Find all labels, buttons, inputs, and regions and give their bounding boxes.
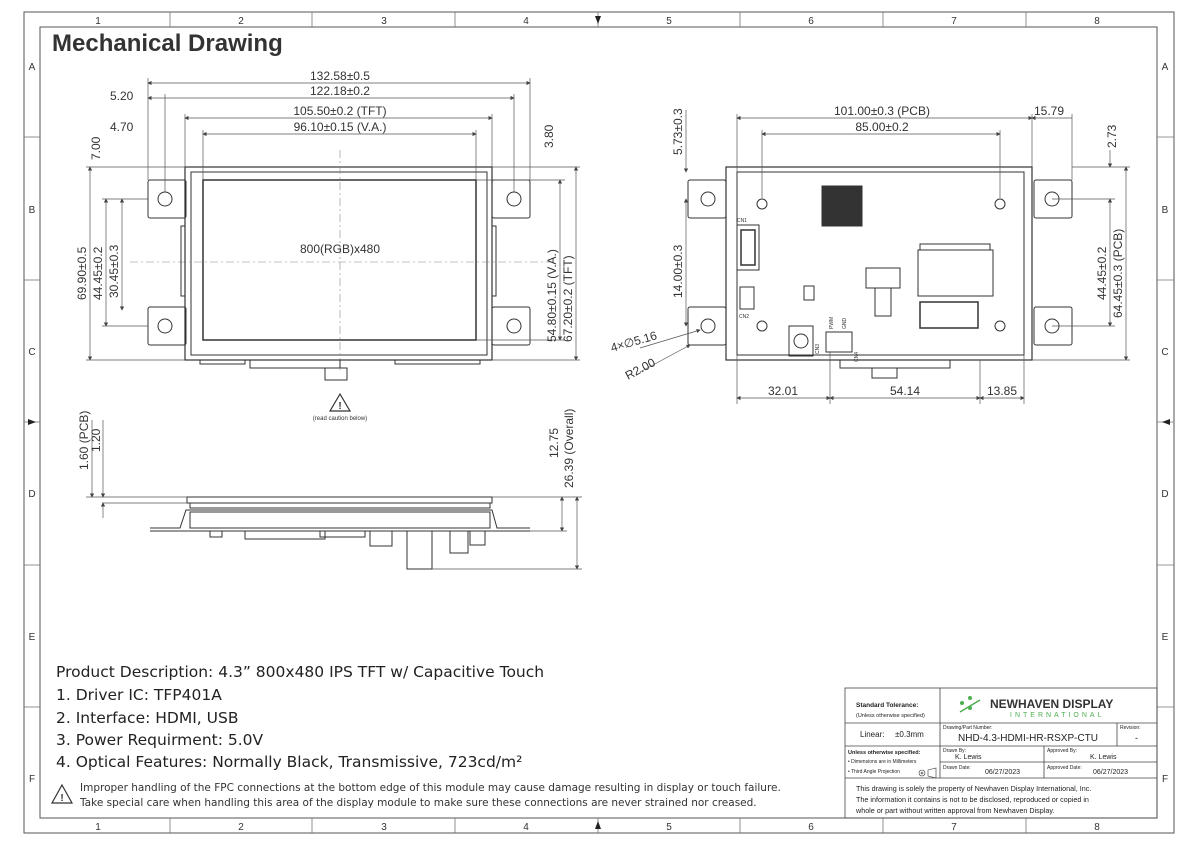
svg-text:!: ! [338,401,342,412]
dim-right-273: 2.73 [1105,124,1119,148]
row-label: F [28,774,36,785]
property-2: The information it contains is not to be disclosed, reproduced or copied in [856,795,1089,804]
col-label: 4 [523,16,529,27]
dim-pcb-thk: 1.60 (PCB) [77,410,91,470]
dim-bottom-5414: 54.14 [889,384,921,398]
std-tol-label: Standard Tolerance: [856,702,919,709]
row-label: A [28,62,36,73]
col-label: 6 [808,16,814,27]
dim-hole-span-4445: 44.45±0.2 [91,246,105,300]
label-cn1: CN1 [737,218,748,224]
row-label: B [1161,205,1169,216]
brand-sub: INTERNATIONAL [1010,712,1105,719]
col-label: 3 [381,16,387,27]
col-label: 1 [95,16,101,27]
drawn-by: K. Lewis [955,754,982,761]
dim-pcb-width: 122.18±0.2 [310,84,370,98]
dim-hole-span-3045: 30.45±0.3 [107,244,121,298]
dim-radius: R2.00 [622,355,658,383]
warning-icon [52,785,72,804]
resolution-label: 800(RGB)x480 [299,242,381,256]
row-label: E [1161,632,1169,643]
dim-thk-1275: 12.75 [547,427,561,458]
dim-top-573: 5.73±0.3 [671,108,685,155]
dim-overall-width: 132.58±0.5 [310,69,370,83]
drawn-date-label: Drawn Date: [943,765,971,771]
dim-overall-height: 69.90±0.5 [75,246,89,300]
dim-va-height: 54.80±0.15 (V.A.) [545,249,559,342]
dim-top-700: 7.00 [89,136,103,160]
dim-left-520: 5.20 [110,89,134,103]
side-view [150,497,530,569]
property-1: This drawing is solely the property of Newhaven Display International, Inc. [856,784,1092,793]
dim-va-width: 96.10±0.15 (V.A.) [293,120,387,134]
col-label: 3 [381,822,387,833]
col-label: 2 [238,822,244,833]
linear-label: Linear: [860,730,885,739]
col-label: 8 [1094,822,1100,833]
spec-item: 3. Power Requirment: 5.0V [56,731,264,749]
label-cn2: CN2 [739,314,750,320]
col-label: 2 [238,16,244,27]
caution-line: Improper handling of the FPC connections at the bottom edge of this module may cause damage resulting in display or touch failure. [80,782,781,794]
col-label: 5 [666,822,672,833]
dim-left-1400: 14.00±0.3 [671,244,685,298]
col-label: 8 [1094,16,1100,27]
dim-tft-height: 67.20±0.2 (TFT) [561,255,575,342]
approved-date: 06/27/2023 [1093,769,1129,776]
label-cn3: CN3 [815,343,821,354]
caution-line: Take special care when handling this area of the display module to make sure these connections are never strained nor creased. [80,797,757,809]
dim-bottom-3201: 32.01 [767,384,799,398]
unless-1: • Dimensions are in Millimeters [848,759,917,765]
linear-value: ±0.3mm [895,730,924,739]
dim-hole-dia: 4×∅5.16 [608,328,659,355]
dim-back-hole-span-4445: 44.45±0.2 [1095,246,1109,300]
unless-2: • Third Angle Projection [848,769,900,775]
col-label: 4 [523,822,529,833]
row-label: A [1161,62,1169,73]
property-3: whole or part without written approval from Newhaven Display. [856,806,1055,815]
back-view [688,167,1072,378]
label-gnd: GND [842,317,848,329]
revision-label: Revision: [1120,725,1141,731]
approved-date-label: Approved Date: [1047,765,1082,771]
dim-overall-thk: 26.39 (Overall) [562,408,576,488]
spec-item: 2. Interface: HDMI, USB [56,709,239,727]
col-label: 5 [666,16,672,27]
col-label: 6 [808,822,814,833]
row-label: F [1161,774,1169,785]
approved-by-label: Approved By: [1047,748,1078,754]
product-description: Product Description: 4.3” 800x480 IPS TFT w/ Capacitive Touch [56,663,545,681]
dim-bottom-1385: 13.85 [986,384,1018,398]
drawn-date: 06/27/2023 [985,769,1021,776]
projection-icon [919,768,936,778]
label-pwm: PWM [829,316,835,329]
std-tol-sub: (Unless otherwise specified) [856,713,925,719]
page-title: Mechanical Drawing [52,30,283,57]
row-label: C [28,347,36,358]
dim-back-pcb-width: 101.00±0.3 (PCB) [834,104,930,118]
front-view [130,150,550,380]
dim-top-380: 3.80 [542,124,556,148]
caution-icon [330,394,350,412]
caution-note: (read caution below) [312,416,368,422]
brand-name: NEWHAVEN DISPLAY [990,697,1114,711]
row-label: C [1161,347,1169,358]
dim-back-hole-span: 85.00±0.2 [855,120,909,134]
dim-back-pcb-height: 64.45±0.3 (PCB) [1111,228,1125,318]
row-label: D [1161,489,1169,500]
col-label: 7 [951,16,957,27]
row-label: D [28,489,36,500]
spec-item: 4. Optical Features: Normally Black, Transmissive, 723cd/m² [56,753,523,771]
dim-right-1579: 15.79 [1034,104,1065,118]
back-view-dim-text [609,104,1125,398]
dim-tft-width: 105.50±0.2 (TFT) [293,104,387,118]
unless-label: Unless otherwise specified: [848,750,921,756]
col-label: 7 [951,822,957,833]
row-label: B [28,205,36,216]
part-number: NHD-4.3-HDMI-HR-RSXP-CTU [958,733,1098,744]
brand-logo-icon [960,696,980,712]
svg-text:!: ! [60,793,64,804]
part-label: Drawing/Part Number: [943,725,993,731]
col-label: 1 [95,822,101,833]
spec-item: 1. Driver IC: TFP401A [56,686,222,704]
row-label: E [28,632,36,643]
side-view-dims [86,420,582,569]
dim-left-470: 4.70 [110,120,134,134]
revision-value: - [1135,733,1138,743]
drawn-by-label: Drawn By: [943,748,967,754]
dim-thk-120: 1.20 [89,428,103,452]
approved-by: K. Lewis [1090,754,1117,761]
label-cn4: CN4 [854,351,860,362]
